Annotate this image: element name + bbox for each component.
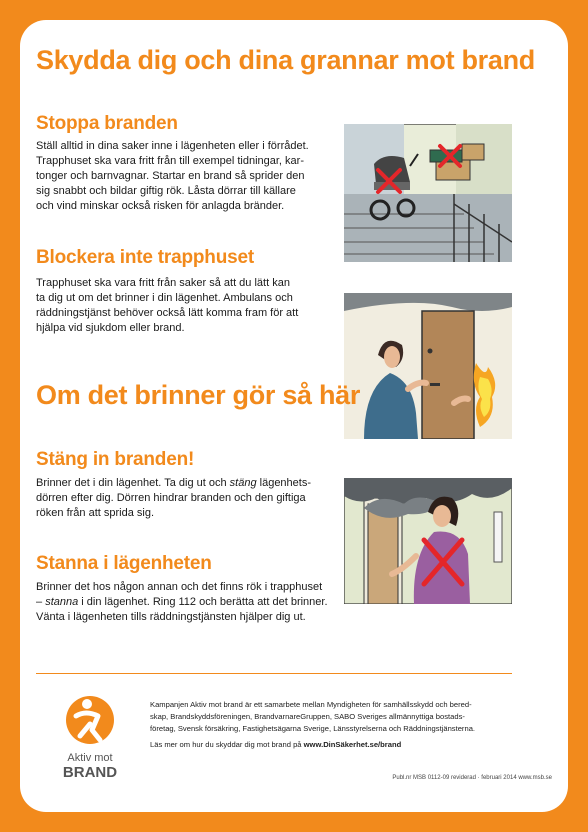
text-span: Brinner det i din lägenhet. Ta dig ut och [36, 477, 230, 489]
footer-link[interactable]: www.DinSäkerhet.se/brand [303, 740, 402, 749]
footer-text [150, 699, 475, 735]
text-line: röken från att sprida sig. [36, 507, 155, 519]
text-stoppa-branden [36, 139, 309, 214]
text-line: Trapphuset ska vara fritt från till exempel tidningar, kar- [36, 155, 304, 167]
heading-om-det-brinner: Om det brinner gör så här [36, 380, 361, 410]
text-line: dörren efter dig. Dörren hindrar branden och den giftiga [36, 492, 306, 504]
text-line: ta dig ut om det brinner i din lägenhet. Ambulans och [36, 292, 293, 304]
illustration-woman-at-door [344, 293, 512, 439]
poster-title: Skydda dig och dina grannar mot brand [36, 45, 535, 75]
text-line [36, 476, 311, 491]
text-stanna-i-lagenheten [36, 580, 328, 625]
publication-number: Publ.nr MSB 0112-09 reviderad · februari 2014 www.msb.se [392, 775, 552, 781]
text-line: Ställ alltid in dina saker inne i lägenheten eller i förrådet. [36, 140, 309, 152]
text-line: Vänta i lägenheten tills räddningstjänsten hjälper dig ut. [36, 611, 306, 623]
text-line: räddningstjänst behöver också lätt komma fram för att [36, 307, 299, 319]
footer-more-info [150, 740, 401, 749]
text-stang-in-branden [36, 476, 311, 521]
text-line [36, 595, 328, 610]
text-blockera-inte-trapphuset [36, 276, 298, 336]
text-line: och vind minskar också risken för anlagda bränder. [36, 200, 285, 212]
heading-stanna-i-lagenheten: Stanna i lägenheten [36, 553, 212, 574]
divider [36, 673, 512, 674]
illustration-smoke-in-stairwell [344, 478, 512, 604]
heading-blockera-inte-trapphuset: Blockera inte trapphuset [36, 247, 254, 268]
logo-text-line2: BRAND [62, 764, 118, 781]
text-span: – [36, 596, 46, 608]
heading-stoppa-branden: Stoppa branden [36, 113, 178, 134]
aktiv-mot-brand-logo [40, 688, 140, 788]
heading-stang-in-branden: Stäng in branden! [36, 449, 195, 470]
text-span: lägenhets- [256, 477, 312, 489]
illustration-stairwell-clutter [344, 124, 512, 262]
text-line: Trapphuset ska vara fritt från saker så att du lätt kan [36, 277, 290, 289]
text-line: hjälpa vid sjukdom eller brand. [36, 322, 185, 334]
logo-text-line1: Aktiv mot [67, 752, 113, 764]
text-line: sig snabbt och bildar giftig rök. Låsta dörrar till källare [36, 185, 296, 197]
footer-line: skap, Brandskyddsföreningen, BrandvarnareGruppen, SABO Sveriges allmännyttiga bostads- [150, 712, 465, 721]
text-line: Brinner det hos någon annan och det finns rök i trapphuset [36, 581, 323, 593]
footer-line: Kampanjen Aktiv mot brand är ett samarbete mellan Myndigheten för samhällsskydd och bered- [150, 700, 472, 709]
text-span: i din lägenhet. Ring 112 och berätta att det brinner. [78, 596, 328, 608]
text-line: tonger och barnvagnar. Startar en brand så sprider den [36, 170, 305, 182]
text-emphasis: stanna [45, 596, 79, 608]
text-emphasis: stäng [229, 477, 257, 489]
footer-line: företag, Svensk försäkring, Fastighetsägarna Sverige, Länsstyrelserna och Räddningstjänsterna. [150, 724, 476, 733]
running-figure-icon [40, 688, 140, 758]
footer-link-text: Läs mer om hur du skyddar dig mot brand på [150, 740, 304, 749]
